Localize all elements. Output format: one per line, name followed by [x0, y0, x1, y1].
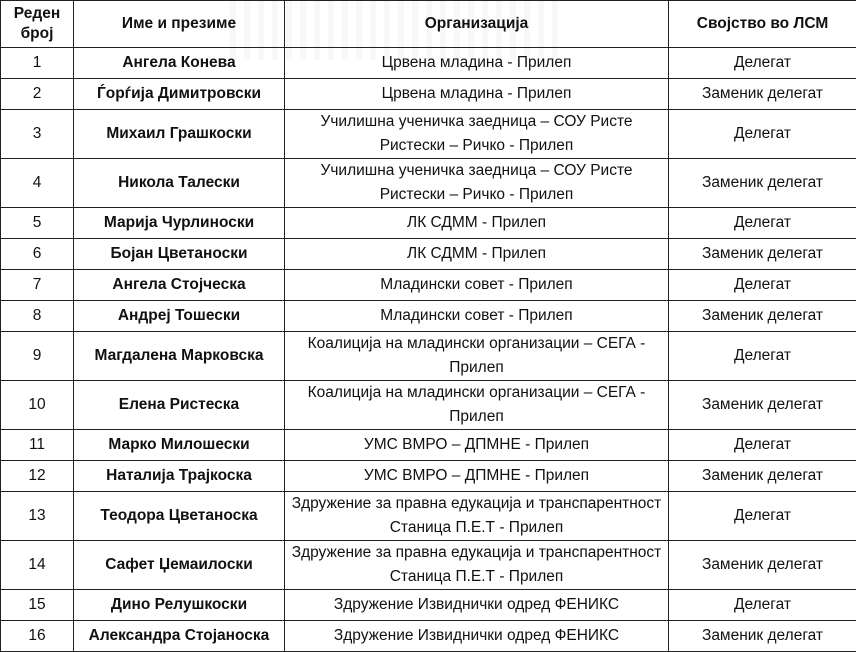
row-organization: ЛК СДММ - Прилеп: [285, 239, 669, 270]
row-organization: Младински совет - Прилеп: [285, 270, 669, 301]
row-role: Заменик делегат: [669, 159, 856, 208]
row-organization: Младински совет - Прилеп: [285, 301, 669, 332]
row-role: Делегат: [669, 332, 856, 381]
table-row: [1, 270, 856, 301]
row-organization: Здружение за правна едукација и транспарентност Станица П.Е.Т - Прилеп: [285, 541, 669, 590]
row-name: Дино Релушкоски: [74, 590, 285, 621]
row-role: Заменик делегат: [669, 381, 856, 430]
table-row: [1, 301, 856, 332]
row-number: 3: [1, 110, 74, 159]
row-name: Бојан Цветаноски: [74, 239, 285, 270]
row-organization: Здружение Извиднички одред ФЕНИКС: [285, 590, 669, 621]
table-body: [1, 48, 856, 652]
table-row: [1, 159, 856, 208]
row-organization: УМС ВМРО – ДПМНЕ - Прилеп: [285, 430, 669, 461]
row-number: 5: [1, 208, 74, 239]
row-role: Делегат: [669, 492, 856, 541]
row-number: 12: [1, 461, 74, 492]
table-header-row: [1, 1, 856, 48]
table-row: [1, 79, 856, 110]
row-name: Ангела Стојческа: [74, 270, 285, 301]
row-number: 16: [1, 621, 74, 652]
row-role: Делегат: [669, 208, 856, 239]
row-role: Заменик делегат: [669, 239, 856, 270]
row-name: Теодора Цветаноска: [74, 492, 285, 541]
row-role: Делегат: [669, 110, 856, 159]
table-row: [1, 239, 856, 270]
row-role: Заменик делегат: [669, 79, 856, 110]
row-number: 2: [1, 79, 74, 110]
row-number: 8: [1, 301, 74, 332]
row-name: Марко Милошески: [74, 430, 285, 461]
row-role: Делегат: [669, 430, 856, 461]
table-row: [1, 541, 856, 590]
row-number: 15: [1, 590, 74, 621]
header-number: Реден број: [1, 1, 74, 48]
row-role: Заменик делегат: [669, 621, 856, 652]
row-role: Делегат: [669, 590, 856, 621]
header-role: Својство во ЛСМ: [669, 1, 856, 48]
table-row: [1, 590, 856, 621]
row-organization: Коалиција на младински организации – СЕГА - Прилеп: [285, 332, 669, 381]
row-organization: Здружение за правна едукација и транспарентност Станица П.Е.Т - Прилеп: [285, 492, 669, 541]
row-number: 1: [1, 48, 74, 79]
row-number: 7: [1, 270, 74, 301]
row-role: Заменик делегат: [669, 461, 856, 492]
table-row: [1, 381, 856, 430]
row-role: Заменик делегат: [669, 301, 856, 332]
row-role: Заменик делегат: [669, 541, 856, 590]
row-organization: Училишна ученичка заедница – СОУ Ристе Ристески – Ричко - Прилеп: [285, 110, 669, 159]
header-name: Име и презиме: [74, 1, 285, 48]
row-name: Сафет Џемаилоски: [74, 541, 285, 590]
row-number: 13: [1, 492, 74, 541]
row-name: Магдалена Марковска: [74, 332, 285, 381]
table-row: [1, 208, 856, 239]
row-name: Марија Чурлиноски: [74, 208, 285, 239]
row-name: Александра Стојаноска: [74, 621, 285, 652]
row-organization: Коалиција на младински организации – СЕГА - Прилеп: [285, 381, 669, 430]
row-number: 6: [1, 239, 74, 270]
row-number: 4: [1, 159, 74, 208]
row-number: 14: [1, 541, 74, 590]
table-row: [1, 492, 856, 541]
row-organization: ЛК СДММ - Прилеп: [285, 208, 669, 239]
table-row: [1, 461, 856, 492]
row-name: Никола Талески: [74, 159, 285, 208]
table-row: [1, 430, 856, 461]
row-organization: Црвена младина - Прилеп: [285, 79, 669, 110]
row-name: Ангела Конева: [74, 48, 285, 79]
row-organization: Црвена младина - Прилеп: [285, 48, 669, 79]
row-role: Делегат: [669, 48, 856, 79]
row-organization: Училишна ученичка заедница – СОУ Ристе Ристески – Ричко - Прилеп: [285, 159, 669, 208]
table-row: [1, 332, 856, 381]
row-role: Делегат: [669, 270, 856, 301]
row-name: Наталија Трајкоска: [74, 461, 285, 492]
row-number: 11: [1, 430, 74, 461]
header-organization: Организација: [285, 1, 669, 48]
row-number: 9: [1, 332, 74, 381]
row-organization: УМС ВМРО – ДПМНЕ - Прилеп: [285, 461, 669, 492]
row-name: Ѓорѓија Димитровски: [74, 79, 285, 110]
row-name: Андреј Тошески: [74, 301, 285, 332]
table-row: [1, 48, 856, 79]
table-row: [1, 621, 856, 652]
row-number: 10: [1, 381, 74, 430]
row-organization: Здружение Извиднички одред ФЕНИКС: [285, 621, 669, 652]
row-name: Михаил Грашкоски: [74, 110, 285, 159]
table-row: [1, 110, 856, 159]
row-name: Елена Ристеска: [74, 381, 285, 430]
